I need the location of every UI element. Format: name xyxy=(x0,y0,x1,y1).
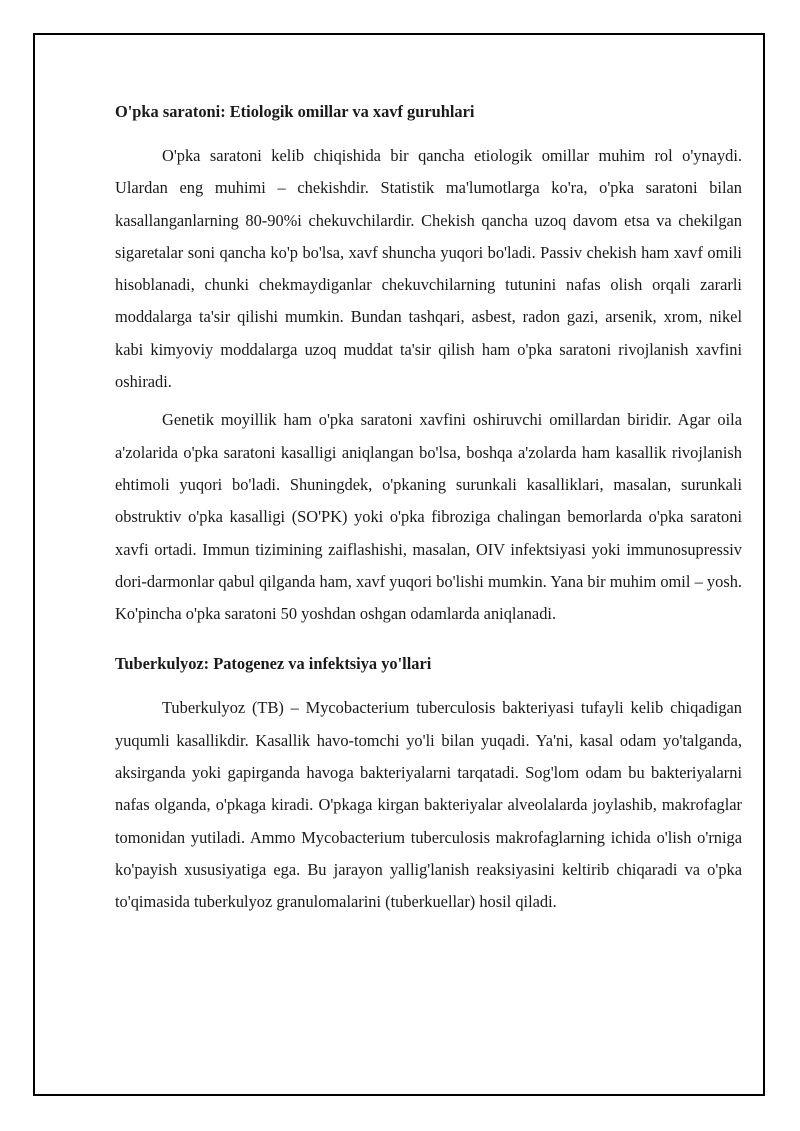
section-heading: O'pka saratoni: Etiologik omillar va xavf guruhlari xyxy=(115,102,475,121)
document-body xyxy=(115,100,742,925)
section-tuberculosis xyxy=(115,652,742,918)
section-heading: Tuberkulyoz: Patogenez va infektsiya yo'llari xyxy=(115,654,432,674)
paragraph: O'pka saratoni kelib chiqishida bir qancha etiologik omillar muhim rol o'ynaydi. Ulardan eng muhimi – chekishdir. Statistik ma'lumotlarga ko'ra, o'pka saratoni bilan kasallanganlarning 80-90%i chekuvchilardir. Chekish qancha uzoq davom etsa va chekilgan sigaretalar soni qancha ko'p bo'lsa, xavf shuncha yuqori bo'ladi. Passiv chekish ham xavf omili hisoblanadi, chunki chekmaydiganlar chekuvchilarning tutunini nafas olish orqali zararli moddalarga ta'sir qilishi mumkin. Bundan tashqari, asbest, radon gazi, arsenik, xrom, nikel kabi kimyoviy moddalarga uzoq muddat ta'sir qilish ham o'pka saratoni rivojlanish xavfini oshiradi. xyxy=(115,146,742,392)
section-lung-cancer xyxy=(115,100,742,630)
paragraph: Genetik moyillik ham o'pka saratoni xavfini oshiruvchi omillardan biridir. Agar oila a'zolarida o'pka saratoni kasalligi aniqlangan bo'lsa, boshqa a'zolarda ham kasallik rivojlanish ehtimoli yuqori bo'ladi. Shuningdek, o'pkaning surunkali kasalliklari, masalan, surunkali obstruktiv o'pka kasalligi (SO'PK) yoki o'pka fibroziga chalingan bemorlarda o'pka saratoni xavfi ortadi. Immun tizimining zaiflashishi, masalan, OIV infektsiyasi yoki immunosupressiv dori-darmonlar qabul qilganda ham, xavf yuqori bo'lishi mumkin. Yana bir muhim omil – yosh. Ko'pincha o'pka saratoni 50 yoshdan oshgan odamlarda aniqlanadi. xyxy=(115,410,742,624)
paragraph: Tuberkulyoz (TB) – Mycobacterium tuberculosis bakteriyasi tufayli kelib chiqadigan yuqumli kasallikdir. Kasallik havo-tomchi yo'li bilan yuqadi. Ya'ni, kasal odam yo'talganda, aksirganda yoki gapirganda havoga bakteriyalarni tarqatadi. Sog'lom odam bu bakteriyalarni nafas olganda, o'pkaga kiradi. O'pkaga kirgan bakteriyalar alveolalarda joylashib, makrofaglar tomonidan yutiladi. Ammo Mycobacterium tuberculosis makrofaglarning ichida o'lish o'rniga ko'payish xususiyatiga ega. Bu jarayon yallig'lanish reaksiyasini keltirib chiqaradi va o'pka to'qimasida tuberkulyoz granulomalarini (tuberkuellar) hosil qiladi. xyxy=(115,698,742,912)
